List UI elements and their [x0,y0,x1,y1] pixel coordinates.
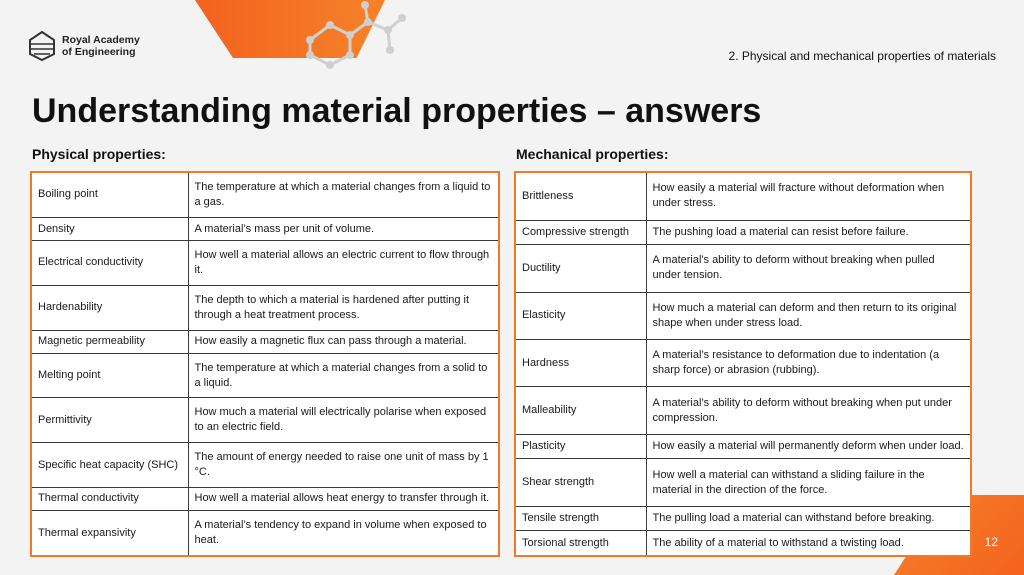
property-definition: A material’s ability to deform without breaking when put under compression. [646,387,971,434]
property-definition: The temperature at which a material changes from a liquid to a gas. [188,172,499,217]
property-term: Thermal conductivity [31,487,188,510]
property-definition: The pushing load a material can resist before failure. [646,220,971,244]
property-definition: How well a material allows an electric current to flow through it. [188,241,499,286]
property-term: Thermal expansivity [31,511,188,557]
table-row [515,459,971,506]
table-row [515,387,971,434]
property-term: Hardness [515,340,646,387]
property-term: Compressive strength [515,220,646,244]
table-row [31,443,499,488]
physical-properties-table [30,171,500,557]
property-definition: How well a material can withstand a sliding failure in the material in the direction of the force. [646,459,971,506]
table-row [31,172,499,217]
page-title: Understanding material properties – answers [32,92,762,130]
table-row [31,285,499,330]
molecule-decoration [290,0,420,80]
property-term: Torsional strength [515,531,646,556]
table-row [515,531,971,556]
property-term: Shear strength [515,459,646,506]
property-term: Boiling point [31,172,188,217]
property-definition: A material's ability to deform without breaking when pulled under tension. [646,245,971,292]
property-definition: A material’s mass per unit of volume. [188,217,499,240]
table-row [31,398,499,443]
physical-properties-heading: Physical properties: [32,146,166,162]
table-row [31,511,499,557]
property-term: Brittleness [515,172,646,220]
property-term: Magnetic permeability [31,330,188,353]
royal-academy-logo [28,30,140,62]
table-row [515,506,971,530]
table-row [31,241,499,286]
table-row [31,217,499,240]
table-row [515,434,971,458]
property-definition: The depth to which a material is hardened after putting it through a heat treatment process. [188,285,499,330]
page-number: 12 [984,535,998,549]
property-term: Density [31,217,188,240]
property-term: Melting point [31,353,188,398]
property-definition: How well a material allows heat energy to transfer through it. [188,487,499,510]
property-term: Electrical conductivity [31,241,188,286]
property-term: Malleability [515,387,646,434]
table-row [515,340,971,387]
table-row [31,487,499,510]
table-row [31,330,499,353]
table-row [515,220,971,244]
property-definition: How much a material can deform and then return to its original shape when under stress load. [646,292,971,339]
mechanical-properties-heading: Mechanical properties: [516,146,669,162]
property-term: Permittivity [31,398,188,443]
property-definition: How easily a material will permanently deform when under load. [646,434,971,458]
property-term: Specific heat capacity (SHC) [31,443,188,488]
property-term: Tensile strength [515,506,646,530]
property-term: Plasticity [515,434,646,458]
property-definition: A material’s resistance to deformation due to indentation (a sharp force) or abrasion (rubbing). [646,340,971,387]
property-definition: The amount of energy needed to raise one unit of mass by 1 °C. [188,443,499,488]
section-label: 2. Physical and mechanical properties of materials [728,49,996,63]
property-term: Hardenability [31,285,188,330]
property-definition: The ability of a material to withstand a twisting load. [652,536,904,549]
property-term: Elasticity [515,292,646,339]
logo-line-2: of Engineering [62,46,136,58]
table-row [515,292,971,339]
property-definition: How easily a magnetic flux can pass through a material. [188,330,499,353]
table-row [515,172,971,220]
table-row [31,353,499,398]
property-definition: The pulling load a material can withstand before breaking. [646,506,971,530]
table-row [515,245,971,292]
property-definition: A material’s tendency to expand in volume when exposed to heat. [194,519,487,546]
property-definition: How much a material will electrically polarise when exposed to an electric field. [188,398,499,443]
academy-emblem-icon [28,30,56,62]
property-term: Ductility [515,245,646,292]
logo-line-1: Royal Academy [62,34,140,46]
mechanical-properties-table [514,171,972,557]
property-definition: The temperature at which a material changes from a solid to a liquid. [188,353,499,398]
property-definition: How easily a material will fracture without deformation when under stress. [646,172,971,220]
